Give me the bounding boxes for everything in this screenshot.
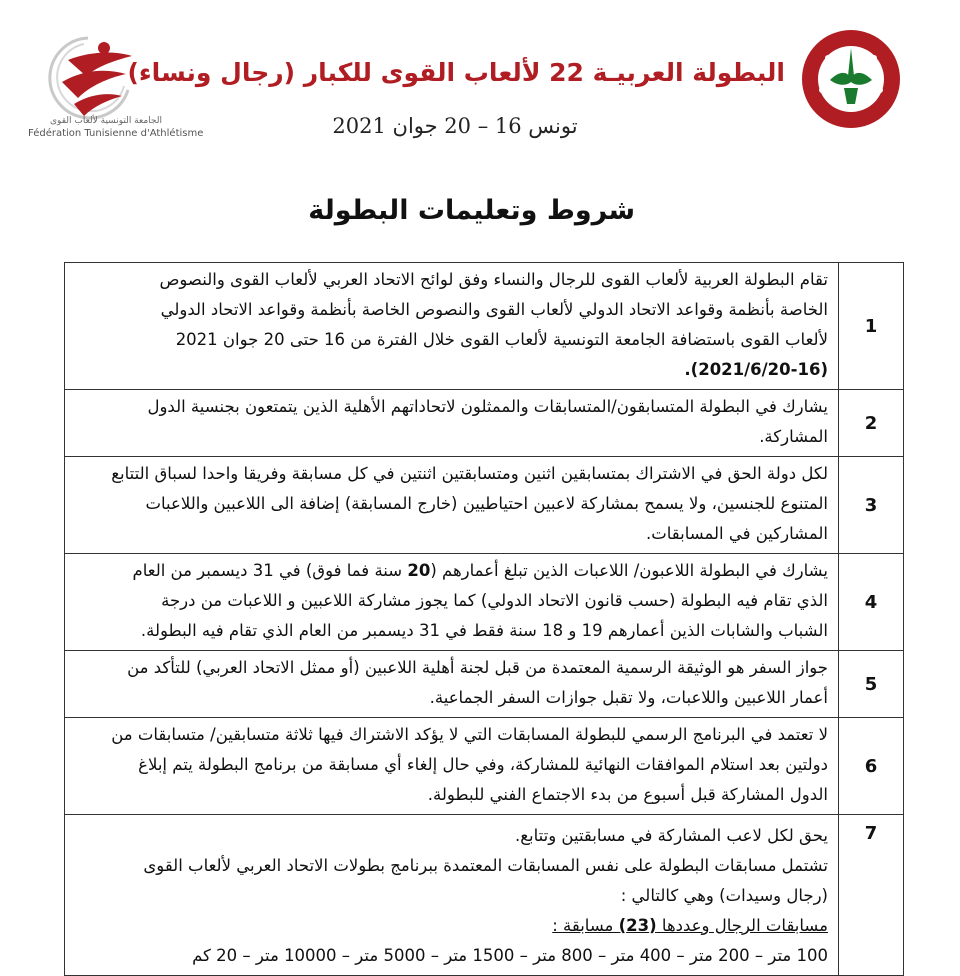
rule-row bbox=[65, 390, 904, 457]
rules-table bbox=[64, 262, 904, 976]
rule-row bbox=[65, 263, 904, 390]
fta-name-ar: الجامعة التونسية لألعاب القوى bbox=[50, 116, 162, 126]
rule-line: تشتمل مسابقات البطولة على نفس المسابقات المعتمدة ببرنامج بطولات الاتحاد العربي لألعاب القوى bbox=[143, 856, 828, 875]
rule-line: المتنوع للجنسين، ولا يسمح بمشاركة لاعبين احتياطيين (خارج المسابقة) إضافة الى اللاعبين واللاعبات bbox=[145, 494, 828, 513]
rule-number: 1 bbox=[839, 263, 904, 390]
championship-dates: تونس 16 – 20 جوان 2021 bbox=[332, 114, 578, 138]
document-header bbox=[0, 0, 960, 250]
rule-text bbox=[65, 390, 839, 457]
rule-line bbox=[73, 556, 828, 586]
rule-line-part: سنة فما فوق) في 31 ديسمبر من العام bbox=[132, 561, 408, 580]
rule-line: المشاركين في المسابقات. bbox=[645, 524, 828, 543]
rule-line-part: يشارك في البطولة اللاعبون/ اللاعبات الذين تبلغ أعمارهم ( bbox=[430, 561, 828, 580]
rule-line: أعمار اللاعبين واللاعبات، ولا تقبل جوازات السفر الجماعية. bbox=[429, 688, 828, 707]
rule-number: 6 bbox=[839, 718, 904, 815]
rule-row bbox=[65, 718, 904, 815]
rule-line: لألعاب القوى باستضافة الجامعة التونسية لألعاب القوى خلال الفترة من 16 حتى 20 جوان 2021 bbox=[175, 330, 828, 349]
rule-line: (رجال وسيدات) وهي كالتالي : bbox=[620, 886, 828, 905]
rule-line: الشباب والشابات الذين أعمارهم 19 و 18 سنة فقط في 31 ديسمبر من العام الذي تقام فيه البطولة. bbox=[140, 621, 828, 640]
rule-row bbox=[65, 815, 904, 976]
men-events-heading-part: مسابقة : bbox=[552, 916, 619, 935]
fta-name-fr: Fédération Tunisienne d'Athlétisme bbox=[28, 128, 204, 139]
rule-line: يحق لكل لاعب المشاركة في مسابقتين وتتابع. bbox=[514, 826, 828, 845]
rule-number: 2 bbox=[839, 390, 904, 457]
rule-row bbox=[65, 554, 904, 651]
rule-text bbox=[65, 718, 839, 815]
rule-line: لا تعتمد في البرنامج الرسمي للبطولة المسابقات التي لا يؤكد الاشتراك فيها ثلاثة متسابقين/ متسابقات من bbox=[111, 725, 828, 744]
championship-title: البطولة العربيـة 22 لألعاب القوى للكبار (رجال ونساء) bbox=[127, 58, 785, 87]
rule-number: 7 bbox=[839, 815, 904, 976]
aaf-logo bbox=[800, 28, 902, 130]
arab-athletics-federation-emblem-icon bbox=[800, 28, 902, 130]
rule-line: الدول المشاركة قبل أسبوع من بدء الاجتماع الفني للبطولة. bbox=[427, 785, 828, 804]
rule-text bbox=[65, 815, 839, 976]
rule-text bbox=[65, 554, 839, 651]
rule-number: 3 bbox=[839, 457, 904, 554]
rule-line: لكل دولة الحق في الاشتراك بمتسابقين اثنين ومتسابقتين اثنتين في كل مسابقة وفريقا واحدا لسباق التتابع bbox=[111, 464, 828, 483]
men-events-heading-part: مسابقات الرجال وعددها bbox=[656, 916, 828, 935]
rule-text bbox=[65, 651, 839, 718]
rule-line: دولتين بعد استلام الموافقات النهائية للمشاركة، وفي حال إلغاء أي مسابقة من برنامج البطولة يتم إبلاغ bbox=[138, 755, 828, 774]
document-subtitle: شروط وتعليمات البطولة bbox=[308, 195, 635, 226]
rule-line-bold: (2021/6/20-16). bbox=[684, 360, 828, 379]
rule-text bbox=[65, 263, 839, 390]
rule-line: يشارك في البطولة المتسابقون/المتسابقات والممثلون لاتحاداتهم الأهلية الذين يتمتعون بجنسية الدول bbox=[147, 397, 828, 416]
rule-row bbox=[65, 457, 904, 554]
rule-line: الخاصة بأنظمة وقواعد الاتحاد الدولي لألعاب القوى والنصوص الخاصة بأنظمة وقواعد الاتحاد الدولي bbox=[160, 300, 828, 319]
rule-row bbox=[65, 651, 904, 718]
men-events-heading bbox=[73, 911, 828, 941]
rule-line: جواز السفر هو الوثيقة الرسمية المعتمدة من قبل لجنة أهلية اللاعبين (أو ممثل الاتحاد العربي) للتأكد من bbox=[127, 658, 828, 677]
rule-text bbox=[65, 457, 839, 554]
men-events-list: 100 متر – 200 متر – 400 متر – 800 متر – 1500 متر – 5000 متر – 10000 متر – 20 كم bbox=[192, 946, 828, 965]
rule-line: تقام البطولة العربية لألعاب القوى للرجال والنساء وفق لوائح الاتحاد العربي لألعاب القوى والنصوص bbox=[159, 270, 828, 289]
age-value: 20 bbox=[407, 561, 431, 580]
men-events-count: (23) bbox=[618, 916, 657, 935]
rule-number: 4 bbox=[839, 554, 904, 651]
rule-line: المشاركة. bbox=[759, 427, 828, 446]
rule-line: الذي تقام فيه البطولة (حسب قانون الاتحاد الدولي) كما يجوز مشاركة اللاعبين و اللاعبات من درجة bbox=[161, 591, 828, 610]
rule-number: 5 bbox=[839, 651, 904, 718]
